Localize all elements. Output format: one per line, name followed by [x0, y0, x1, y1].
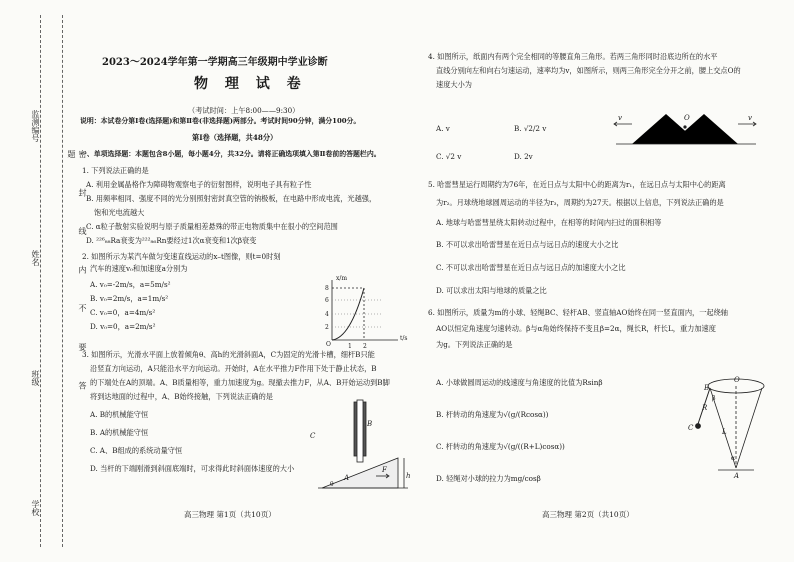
q5-option-b: B. 不可以求出哈雷彗星在近日点与远日点的速度大小之比	[436, 240, 619, 249]
q2-option-c: C. v₀=0，a=4m/s²	[90, 308, 156, 317]
q6-option-a: A. 小球做圆周运动的线速度与角速度的比值为Rsinβ	[436, 378, 603, 387]
q4-stem-3: 速度大小为	[436, 80, 472, 89]
exam-instructions: 说明：本试卷分第Ⅰ卷(选择题)和第Ⅱ卷(非选择题)两部分。考试时间90分钟，满分100分。	[80, 117, 361, 125]
q3-label-a: A	[344, 474, 350, 482]
q6-cone-right	[736, 388, 762, 468]
q3-label-c: C	[310, 432, 316, 440]
q3-option-a: A. B的机械能守恒	[90, 410, 149, 419]
q4-option-b: B. √2/2 v	[514, 124, 547, 133]
q1-option-c: C. α粒子散射实验说明与原子质量相差悬殊的带正电物质集中在很小的空间范围	[86, 222, 338, 231]
q6-option-c: C. 杆转动的角速度为√(g/((R+L)cosα))	[436, 442, 565, 451]
q4-label-v-right: v	[748, 114, 752, 122]
q3-stem-2: 沿竖直方向运动，A只能沿水平方向运动。开始时，A在水平推力F作用下处于静止状态，B	[90, 364, 377, 373]
q6-option-b: B. 杆转动的角速度为√(g/(Rcosα))	[436, 410, 549, 419]
q2-xtick-1: 1	[348, 343, 352, 350]
q4-stem: 4. 如图所示，纸面内有两个完全相同的等腰直角三角形。若两三角形同时沿底边所在的水平	[428, 52, 718, 61]
q4-option-c: C. √2 v	[436, 152, 462, 161]
q4-label-v-left: v	[618, 114, 622, 122]
binding-margin	[0, 0, 87, 562]
q4-option-a: A. v	[436, 124, 450, 133]
label-class: 班级	[31, 370, 40, 386]
q3-stem: 3. 如图所示，光滑水平面上放着倾角θ、高h的光滑斜面A，C为固定的光滑卡槽，细杆B只能	[82, 350, 375, 359]
footer-left: 高三物理 第1页（共10页）	[184, 510, 276, 519]
q2-ytick-4: 4	[325, 311, 329, 318]
q6-ball	[696, 424, 701, 429]
q6-label-beta: β	[712, 395, 716, 402]
q3-option-d: D. 当杆的下端刚滑到斜面底端时，可求得此时斜面体速度的大小	[90, 464, 295, 473]
label-school: 学校	[31, 500, 40, 516]
q1-option-b-cont: 饱和光电流越大	[94, 208, 145, 217]
q6-label-alpha: α	[731, 455, 736, 462]
q2-xtick-2: 2	[363, 343, 367, 350]
q6-stem-2: AO以恒定角速度匀速转动。β与α角始终保持不变且β=2α，绳长R，杆长L，重力加速度	[436, 324, 716, 333]
q2-ylabel: x/m	[336, 275, 348, 282]
q5-stem-2: 为r₂。月球绕地球圆周运动的半径为r₃，周期约为27天。根据以上信息，下列说法正确的是	[436, 198, 724, 207]
q1-option-d: D. ²²⁶₈₈Ra衰变为²²²₈₆Rn要经过1次α衰变和1次β衰变	[86, 236, 257, 245]
q3-rod-b	[357, 400, 363, 462]
q3-stem-3: 的下端处在A的顶端。A、B质量相等，重力加速度为g。现撤去推力F，从A、B开始运动到B脚	[90, 378, 390, 387]
exam-header: 2023～2024学年第一学期高三年级期中学业诊断	[102, 57, 328, 68]
q4-label-o: O	[684, 114, 690, 122]
exam-title: 物 理 试 卷	[194, 76, 307, 92]
q2-stem-cont: 汽车的速度v₀和加速度a分别为	[90, 264, 188, 273]
q6-label-c: C	[688, 424, 694, 432]
section-title: 第Ⅰ卷（选择题，共48分）	[192, 133, 278, 142]
q4-stem-2: 直线分别向左和向右匀速运动，速率均为v，如图所示，则两三角形完全分开之前，腰上交点O的	[436, 66, 741, 75]
q3-label-theta: θ	[330, 481, 334, 488]
q2-xt-graph	[322, 276, 402, 346]
label-name: 姓名	[31, 250, 40, 266]
q3-option-c: C. A、B组成的系统动量守恒	[90, 446, 183, 455]
q5-option-d: D. 可以求出太阳与地球的质量之比	[436, 286, 547, 295]
q1-option-b: B. 用频率相同、强度不同的光分别照射密封真空管的钠极板，在电路中形成电流，光越强，	[86, 194, 377, 203]
seal-notice: 密 封 线 内 不 要 答 题	[67, 150, 87, 404]
q2-option-b: B. v₀=2m/s，a=1m/s²	[90, 294, 169, 303]
q4-point-o	[684, 126, 686, 128]
q6-label-r: R	[702, 404, 708, 412]
q6-stem-3: 为g。下列说法正确的是	[436, 340, 513, 349]
seal-line-inner	[62, 15, 63, 547]
q2-xlabel: t/s	[400, 335, 408, 342]
footer-right: 高三物理 第2页（共10页）	[542, 510, 634, 519]
page-left	[80, 0, 424, 562]
q6-label-l: L	[722, 428, 727, 436]
q2-ytick-2: 2	[325, 324, 329, 331]
q3-label-b: B	[367, 420, 373, 428]
q3-option-b: B. A的机械能守恒	[90, 428, 149, 437]
q2-ytick-8: 8	[325, 285, 329, 292]
q6-label-a: A	[734, 472, 740, 480]
q5-option-a: A. 地球与哈雷彗星绕太阳转动过程中，在相等的时间内扫过的面积相等	[436, 218, 662, 227]
q2-stem: 2. 如图所示为某汽车做匀变速直线运动的x–t图像，则t=0时刻	[82, 252, 281, 261]
page-right	[428, 0, 784, 562]
q6-label-o: O	[734, 376, 740, 384]
q6-option-d: D. 轻绳对小球的拉力为mg/cosβ	[436, 474, 541, 483]
q3-label-h: h	[406, 472, 411, 480]
q4-option-d: D. 2v	[514, 152, 533, 161]
q1-stem: 1. 下列说法正确的是	[82, 166, 149, 175]
q2-ytick-6: 6	[325, 297, 329, 304]
q3-label-f: F	[382, 466, 387, 474]
section-intro: 一、单项选择题：本题包含8小题，每小题4分，共32分。请将正确选项填入第Ⅱ卷前的答题栏内。	[80, 150, 381, 158]
q1-option-a: A. 利用金属晶格作为障碍物观察电子的衍射图样，说明电子具有粒子性	[86, 180, 312, 189]
q2-option-a: A. v₀=-2m/s，a=5m/s²	[90, 280, 171, 289]
exam-time: （考试时间：上午8:00——9:30）	[188, 106, 300, 115]
q6-stem: 6. 如图所示，质量为m的小球、轻绳BC、轻杆AB、竖直轴AO始终在同一竖直面内，一起绕轴	[428, 308, 728, 317]
q5-option-c: C. 不可以求出哈雷彗星在近日点与远日点的加速度大小之比	[436, 263, 626, 272]
q2-origin: O	[326, 341, 331, 348]
q3-stem-4: 将到达地面的过程中，A、B始终接触，下列说法正确的是	[90, 392, 273, 401]
q6-label-b: B	[704, 384, 710, 392]
q5-stem: 5. 哈雷彗星运行周期约为76年，在近日点与太阳中心的距离为r₁，在远日点与太阳中心的距离	[428, 180, 726, 189]
seal-line-outer	[40, 15, 41, 547]
q2-option-d: D. v₀=0，a=2m/s²	[90, 322, 156, 331]
label-exam-number: 监测编号	[31, 110, 40, 142]
